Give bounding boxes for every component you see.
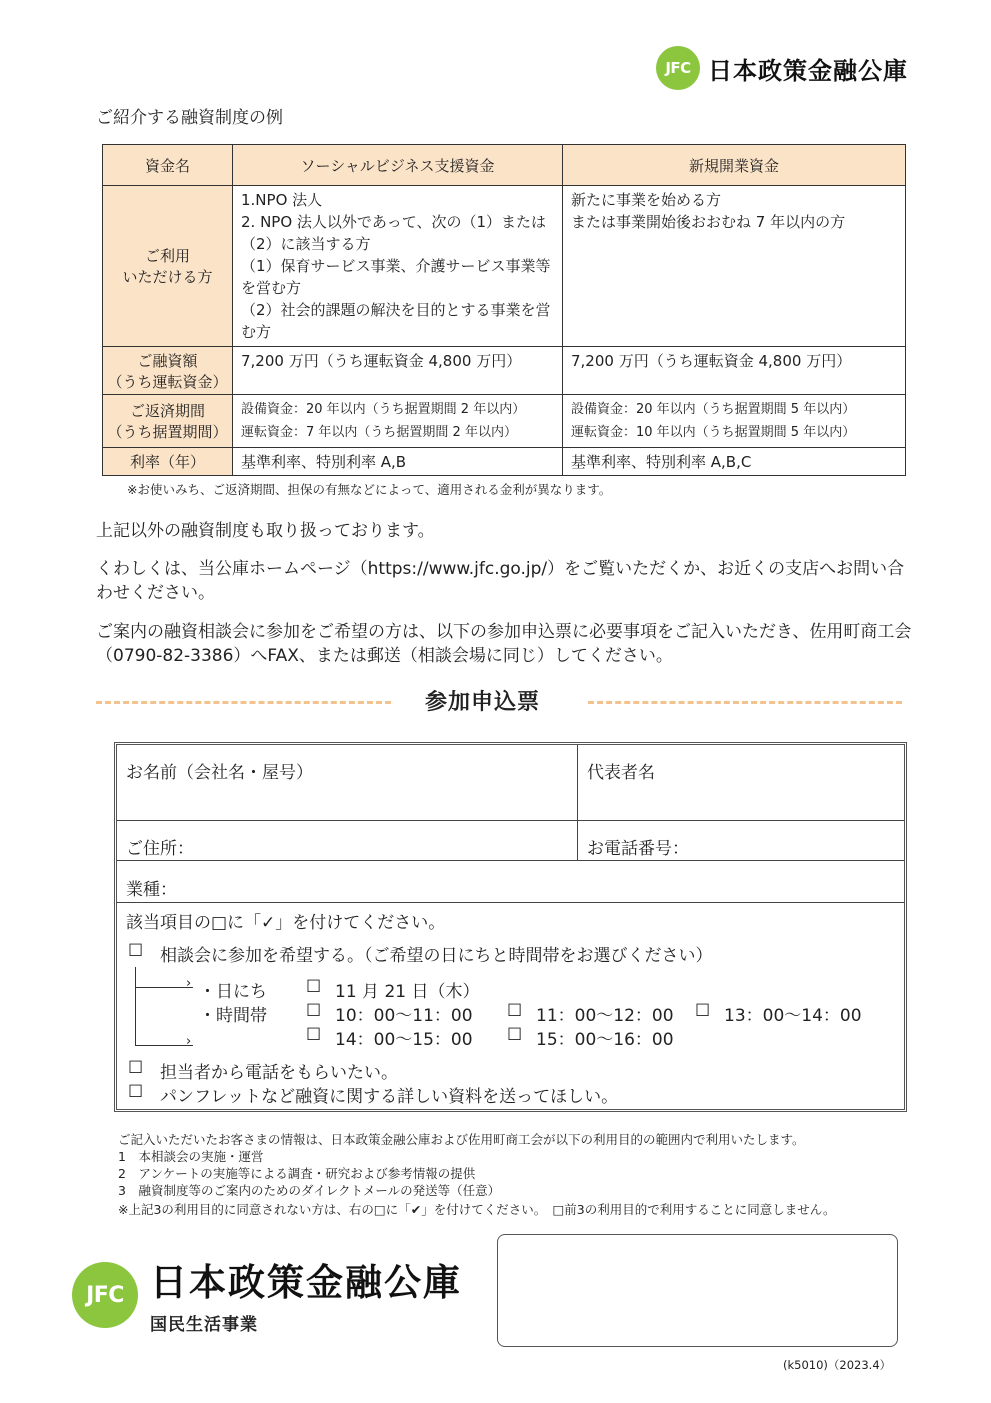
date-option: 11 月 21 日（木） [335,982,480,1002]
eligibility-social [233,186,563,347]
arrow-right-icon: › [186,1034,192,1049]
table-header-row [103,145,906,186]
eligibility-social-line: 2. NPO 法人以外であって、次の（1）または（2）に該当する方 [241,213,547,253]
paragraph-other-programs: 上記以外の融資制度も取り扱っております。 [96,521,435,541]
repayment-startup-line: 設備資金：20 年以内（うち据置期間 5 年以内） [571,402,856,417]
header-social-business: ソーシャルビジネス支援資金 [233,145,563,186]
privacy-item: 2 アンケートの実施等による調査・研究および参考情報の提供 [118,1166,476,1181]
privacy-item: 3 融資制度等のご案内のためのダイレクトメールの発送等（任意） [118,1183,501,1198]
eligibility-social-line: 1.NPO 法人 [241,191,323,209]
representative-field-label[interactable]: 代表者名 [587,763,655,783]
jfc-logo-icon: JFC [656,46,700,90]
date-checkbox[interactable]: ☐ [306,977,322,997]
time-slot-checkbox[interactable]: ☐ [507,1025,523,1045]
time-slot-checkbox[interactable]: ☐ [695,1001,711,1021]
eligibility-startup-line: または事業開始後おおむね 7 年以内の方 [571,213,846,231]
header-org-name: 日本政策金融公庫 [708,56,908,85]
tree-connector [135,967,136,1045]
date-label: ・日にち [199,982,267,1002]
header-logo [656,46,908,90]
table-row-amount [103,347,906,395]
repayment-social [233,395,563,448]
footer-logo [72,1262,462,1335]
attend-option-label: 相談会に参加を希望する。（ご希望の日にちと時間帯をお選びください） [160,946,713,966]
paragraph-application: ご案内の融資相談会に参加をご希望の方は、以下の参加申込票に必要事項をご記入いただき、佐用町商工会（0790-82-3386）へFAX、または郵送（相談会場に同じ）してください。 [96,622,912,666]
document-code: (k5010)（2023.4） [783,1358,892,1372]
time-label: ・時間帯 [199,1006,267,1026]
phone-field-label[interactable]: お電話番号： [587,839,689,859]
row-label-rate: 利率（年） [103,448,233,476]
form-title: 参加申込票 [425,690,541,715]
eligibility-social-line: （2）社会的課題の解決を目的とする事業を営む方 [241,301,551,341]
time-slot: 10：00～11：00 [335,1006,473,1026]
time-slot: 15：00～16：00 [536,1030,674,1050]
time-slot: 11：00～12：00 [536,1006,674,1026]
footer-org-name: 日本政策金融公庫 [150,1261,462,1304]
name-field-label[interactable]: お名前（会社名・屋号） [126,763,313,783]
repayment-startup-line: 運転資金：10 年以内（うち据置期間 5 年以内） [571,425,856,440]
section-title: ご紹介する融資制度の例 [96,108,283,128]
row-label-amount: ご融資額 （うち運転資金） [103,347,233,395]
table-row-repayment [103,395,906,448]
pamphlet-checkbox[interactable]: ☐ [128,1082,144,1102]
paragraph-website: くわしくは、当公庫ホームページ（https://www.jfc.go.jp/）をご覧いただくか、お近くの支店へお問い合わせください。 [96,559,905,603]
call-checkbox[interactable]: ☐ [128,1058,144,1078]
rate-social: 基準利率、特別利率 A,B [233,448,563,476]
dashed-divider-right [588,701,902,704]
time-slot: 14：00～15：00 [335,1030,473,1050]
eligibility-social-line: （1）保育サービス事業、介護サービス事業等を営む方 [241,257,551,297]
form-divider [117,902,904,903]
header-fund-name: 資金名 [103,145,233,186]
table-row-rate [103,448,906,476]
jfc-logo-icon: JFC [72,1262,138,1328]
row-label-repayment: ご返済期間 （うち据置期間） [103,395,233,448]
privacy-item: 1 本相談会の実施・運営 [118,1149,264,1164]
eligibility-startup [563,186,906,347]
repayment-social-line: 設備資金：20 年以内（うち据置期間 2 年以内） [241,402,526,417]
industry-field-label[interactable]: 業種： [126,880,177,900]
pamphlet-option-label: パンフレットなど融資に関する詳しい資料を送ってほしい。 [160,1087,619,1107]
address-field-label[interactable]: ご住所： [126,839,194,859]
time-slot-checkbox[interactable]: ☐ [507,1001,523,1021]
privacy-intro: ご記入いただいたお客さまの情報は、日本政策金融公庫および佐用町商工会が以下の利用目的の範囲内で利用いたします。 [118,1132,805,1147]
repayment-social-line: 運転資金：7 年以内（うち据置期間 2 年以内） [241,425,517,440]
privacy-notice [118,1131,835,1218]
privacy-optout[interactable]: ※上記3の利用目的に同意されない方は、右の□に「✔」を付けてください。 □前3の利用目的で利用することに同意しません。 [118,1202,836,1217]
arrow-right-icon: › [186,976,192,991]
amount-social: 7,200 万円（うち運転資金 4,800 万円） [233,347,563,395]
row-label-eligibility: ご利用 いただける方 [103,186,233,347]
footer-division: 国民生活事業 [150,1315,258,1335]
table-note: ※お使いみち、ご返済期間、担保の有無などによって、適用される金利が異なります。 [127,482,612,497]
call-option-label: 担当者から電話をもらいたい。 [160,1063,398,1083]
tree-connector [135,1045,193,1046]
time-slot-checkbox[interactable]: ☐ [306,1001,322,1021]
rate-startup: 基準利率、特別利率 A,B,C [563,448,906,476]
loan-programs-table [102,144,906,476]
form-instruction: 該当項目の□に「✓」を付けてください。 [126,913,446,933]
application-form [114,742,907,1112]
form-divider [117,860,904,861]
form-column-divider [577,745,578,860]
amount-startup: 7,200 万円（うち運転資金 4,800 万円） [563,347,906,395]
dashed-divider-left [96,701,391,704]
header-new-business: 新規開業資金 [563,145,906,186]
stamp-box [497,1234,898,1347]
attend-checkbox[interactable]: ☐ [128,941,144,961]
repayment-startup [563,395,906,448]
tree-connector [135,987,193,988]
time-slot-checkbox[interactable]: ☐ [306,1025,322,1045]
table-row-eligibility [103,186,906,347]
time-slot: 13：00～14：00 [724,1006,862,1026]
form-divider [117,820,904,821]
eligibility-startup-line: 新たに事業を始める方 [571,191,722,209]
